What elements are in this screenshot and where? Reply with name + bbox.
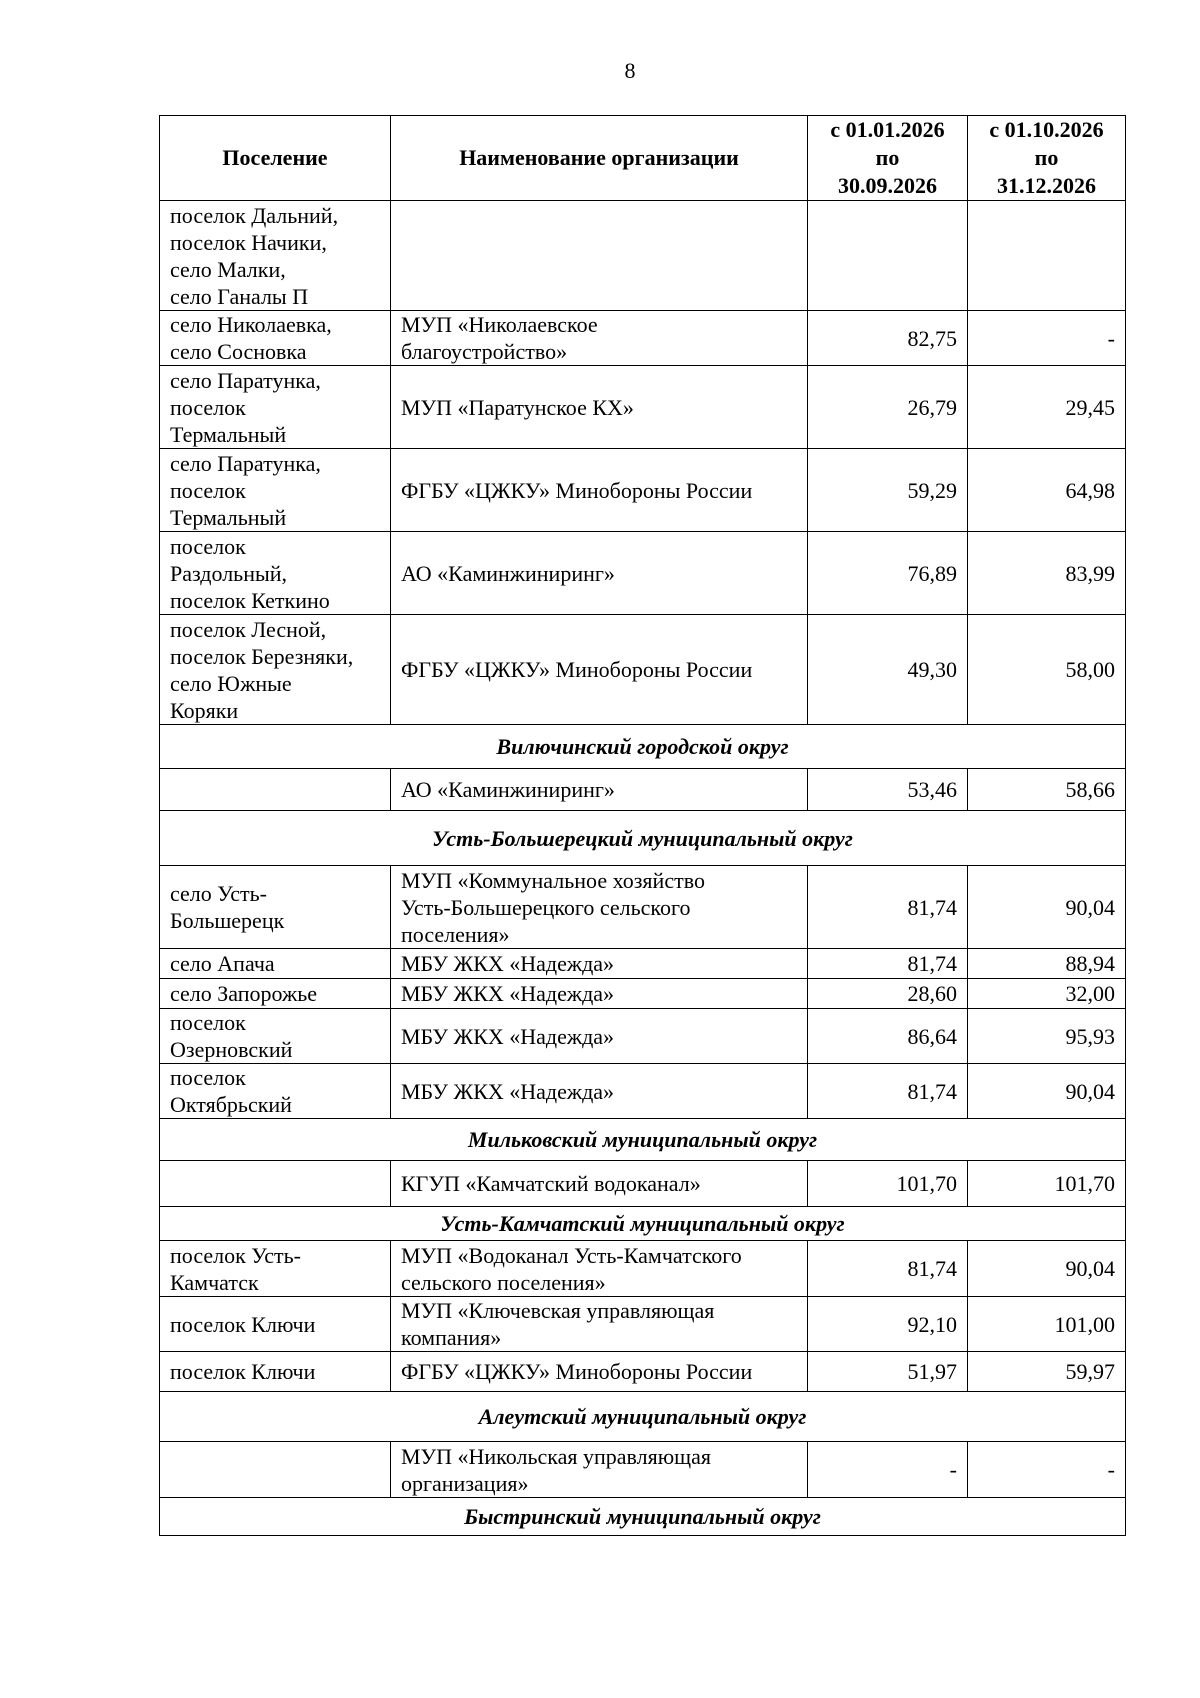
table-row [160, 1297, 1126, 1352]
tariff-period-2-cell: 59,97 [968, 1352, 1126, 1392]
tariff-period-1-cell: - [808, 1442, 968, 1498]
settlement-cell: поселок Раздольный, поселок Кеткино [160, 532, 391, 615]
tariff-period-2-cell: 58,66 [968, 769, 1126, 811]
organization-cell: ФГБУ «ЦЖКУ» Минобороны России [391, 449, 808, 532]
organization-cell: МБУ ЖКХ «Надежда» [391, 1009, 808, 1064]
tariff-period-2-cell: - [968, 311, 1126, 366]
organization-cell: МУП «Ключевская управляющая компания» [391, 1297, 808, 1352]
tariff-period-1-cell: 92,10 [808, 1297, 968, 1352]
section-row [160, 1207, 1126, 1241]
tariff-period-1-cell: 51,97 [808, 1352, 968, 1392]
organization-cell: МУП «Коммунальное хозяйство Усть-Большерецкого сельского поселения» [391, 866, 808, 949]
section-title: Мильковский муниципальный округ [160, 1119, 1126, 1161]
organization-cell: МУП «Николаевское благоустройство» [391, 311, 808, 366]
settlement-cell [160, 1161, 391, 1207]
settlement-cell: поселок Озерновский [160, 1009, 391, 1064]
tariff-period-2-cell: 83,99 [968, 532, 1126, 615]
tariff-period-1-cell: 81,74 [808, 1064, 968, 1119]
tariff-period-1-cell [808, 201, 968, 311]
table-row [160, 979, 1126, 1009]
organization-cell: КГУП «Камчатский водоканал» [391, 1161, 808, 1207]
tariff-period-2-cell: 29,45 [968, 366, 1126, 449]
tariff-period-1-cell: 28,60 [808, 979, 968, 1009]
section-title: Усть-Большерецкий муниципальный округ [160, 811, 1126, 866]
table-row [160, 615, 1126, 725]
table-row [160, 949, 1126, 979]
organization-cell [391, 201, 808, 311]
settlement-cell: село Запорожье [160, 979, 391, 1009]
tariff-period-1-cell: 101,70 [808, 1161, 968, 1207]
table-row [160, 201, 1126, 311]
table-row [160, 1352, 1126, 1392]
tariff-period-1-cell: 26,79 [808, 366, 968, 449]
settlement-cell: село Апача [160, 949, 391, 979]
settlement-cell [160, 769, 391, 811]
settlement-cell: село Паратунка, поселок Термальный [160, 366, 391, 449]
tariff-period-1-cell: 81,74 [808, 866, 968, 949]
tariff-period-2-cell: 88,94 [968, 949, 1126, 979]
section-title: Вилючинский городской округ [160, 725, 1126, 769]
settlement-cell: поселок Ключи [160, 1352, 391, 1392]
tariff-period-2-cell: 58,00 [968, 615, 1126, 725]
organization-cell: ФГБУ «ЦЖКУ» Минобороны России [391, 1352, 808, 1392]
section-row [160, 1119, 1126, 1161]
tariff-period-2-cell: 101,70 [968, 1161, 1126, 1207]
organization-cell: МУП «Водоканал Усть-Камчатского сельского поселения» [391, 1241, 808, 1297]
tariff-period-2-cell: 101,00 [968, 1297, 1126, 1352]
tariff-period-2-cell [968, 201, 1126, 311]
settlement-cell: поселок Ключи [160, 1297, 391, 1352]
section-title: Быстринский муниципальный округ [160, 1498, 1126, 1536]
table-row [160, 366, 1126, 449]
section-title: Алеутский муниципальный округ [160, 1392, 1126, 1442]
settlement-cell: поселок Дальний, поселок Начики, село Малки, село Ганалы П [160, 201, 391, 311]
tariff-period-1-cell: 81,74 [808, 949, 968, 979]
tariff-period-2-cell: 90,04 [968, 1241, 1126, 1297]
section-row [160, 725, 1126, 769]
section-title: Усть-Камчатский муниципальный округ [160, 1207, 1126, 1241]
section-row [160, 1498, 1126, 1536]
tariff-period-2-cell: - [968, 1442, 1126, 1498]
table-row [160, 1009, 1126, 1064]
organization-cell: МБУ ЖКХ «Надежда» [391, 979, 808, 1009]
table-row [160, 1442, 1126, 1498]
table-row [160, 532, 1126, 615]
tariff-period-2-cell: 32,00 [968, 979, 1126, 1009]
organization-cell: МУП «Никольская управляющая организация» [391, 1442, 808, 1498]
tariff-period-1-cell: 81,74 [808, 1241, 968, 1297]
table-row [160, 1064, 1126, 1119]
tariff-table [159, 115, 1126, 1536]
settlement-cell: село Паратунка, поселок Термальный [160, 449, 391, 532]
settlement-cell: поселок Лесной, поселок Березняки, село Южные Коряки [160, 615, 391, 725]
section-row [160, 1392, 1126, 1442]
tariff-period-2-cell: 90,04 [968, 1064, 1126, 1119]
header-row [160, 116, 1126, 201]
organization-cell: МУП «Паратунское КХ» [391, 366, 808, 449]
tariff-period-1-cell: 86,64 [808, 1009, 968, 1064]
settlement-cell: поселок Усть- Камчатск [160, 1241, 391, 1297]
organization-cell: АО «Каминжиниринг» [391, 769, 808, 811]
settlement-cell: поселок Октябрьский [160, 1064, 391, 1119]
table-row [160, 449, 1126, 532]
section-row [160, 811, 1126, 866]
table-row [160, 1241, 1126, 1297]
header-settlement: Поселение [160, 116, 391, 201]
tariff-period-2-cell: 90,04 [968, 866, 1126, 949]
organization-cell: АО «Каминжиниринг» [391, 532, 808, 615]
tariff-period-2-cell: 64,98 [968, 449, 1126, 532]
tariff-period-1-cell: 49,30 [808, 615, 968, 725]
organization-cell: ФГБУ «ЦЖКУ» Минобороны России [391, 615, 808, 725]
settlement-cell: село Николаевка, село Сосновка [160, 311, 391, 366]
table-row [160, 769, 1126, 811]
tariff-period-1-cell: 82,75 [808, 311, 968, 366]
settlement-cell [160, 1442, 391, 1498]
tariff-period-2-cell: 95,93 [968, 1009, 1126, 1064]
tariff-period-1-cell: 59,29 [808, 449, 968, 532]
table-row [160, 311, 1126, 366]
settlement-cell: село Усть- Большерецк [160, 866, 391, 949]
page-number: 8 [624, 58, 636, 83]
header-organization: Наименование организации [391, 116, 808, 201]
organization-cell: МБУ ЖКХ «Надежда» [391, 1064, 808, 1119]
table-row [160, 1161, 1126, 1207]
header-period-1: с 01.01.2026 по 30.09.2026 [808, 116, 968, 201]
table-body [160, 201, 1126, 1536]
header-period-2: с 01.10.2026 по 31.12.2026 [968, 116, 1126, 201]
tariff-period-1-cell: 53,46 [808, 769, 968, 811]
organization-cell: МБУ ЖКХ «Надежда» [391, 949, 808, 979]
table-row [160, 866, 1126, 949]
tariff-period-1-cell: 76,89 [808, 532, 968, 615]
